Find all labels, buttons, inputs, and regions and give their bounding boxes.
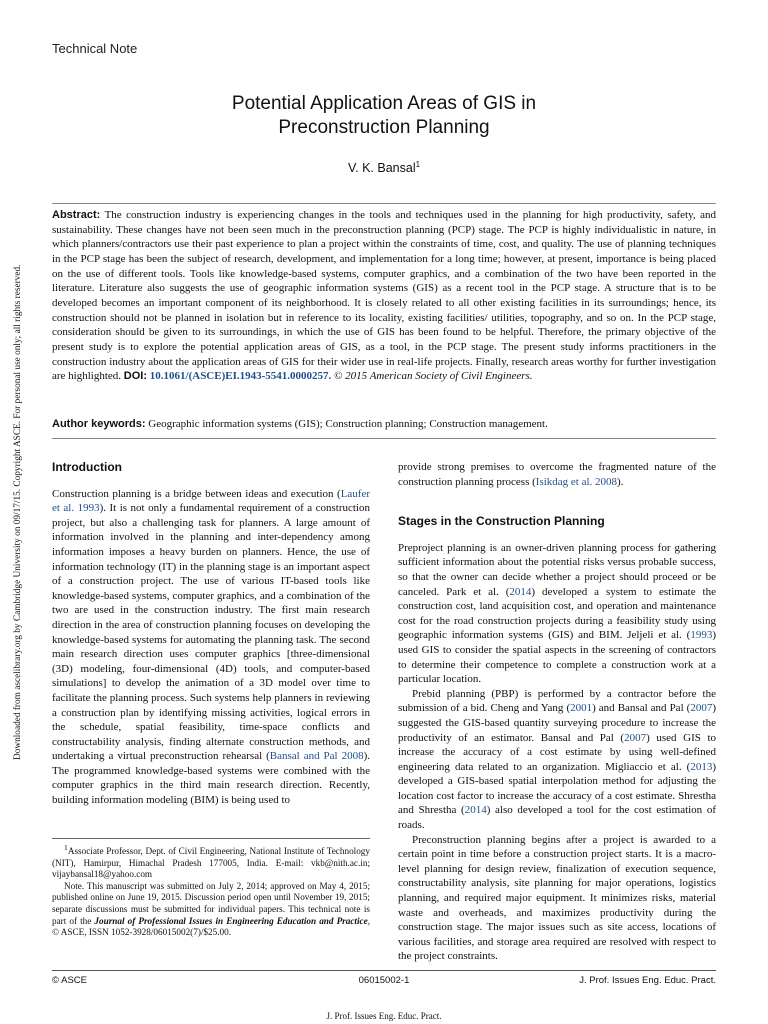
ref-bansal-pal-2007a[interactable]: 2007 — [690, 702, 713, 715]
keywords-label: Author keywords: — [52, 418, 146, 430]
stages-p1-text-a: Preproject planning is an owner-driven planning process for gathering sufficient information about the potential risks versus probable success, so that the owner can decide whether a project should proceed or be canceled. Park et al. ( — [398, 541, 716, 598]
abstract-top-rule — [52, 203, 716, 204]
stages-p2-text-f: ) also developed a tool for the cost estimation of roads. — [398, 804, 716, 832]
intro-text-a: Construction planning is a bridge between ideas and execution ( — [52, 487, 341, 500]
journal-name: Journal of Professional Issues in Engineering Education and Practice — [94, 915, 368, 926]
footer-page-id: 06015002-1 — [358, 975, 410, 986]
download-notice: Downloaded from ascelibrary.org by Cambridge University on 09/17/15. Copyright ASCE. For personal use only; all rights reserved. — [13, 264, 23, 760]
affiliation-footnote — [52, 842, 370, 881]
ref-bansal-pal-2007b[interactable]: 2007 — [624, 731, 647, 744]
introduction-heading: Introduction — [52, 460, 122, 474]
stages-p2-text-e: ) developed a GIS-based spatial interpolation method for adjusting the location cost factor to increase the accuracy of a cost estimate. Shrestha and Shrestha ( — [398, 760, 716, 817]
title-line-1: Potential Application Areas of GIS in — [231, 93, 537, 114]
intro-text-c: ). The programmed knowledge-based systems were combined with the computer graphics in the third main research direction. Recently, building information modeling (BIM) is being used to — [52, 750, 370, 807]
author-keywords — [52, 417, 716, 431]
ref-park-2014[interactable]: 2014 — [509, 585, 532, 598]
author-line — [0, 160, 768, 175]
note-text-a: Note. This manuscript was submitted on July 2, 2014; approved on May 4, 2015; published online on June 19, 2015. Discussion period open until November 19, 2015; separate discussions must be submitted for individual papers. This technical note is part of the — [52, 880, 370, 926]
introduction-paragraph — [52, 487, 370, 808]
article-type-label: Technical Note — [52, 41, 138, 56]
stages-p2-text-c: ) suggested the GIS-based quantity surveying procedure to increase the productivity of an estimator. Bansal and Pal ( — [398, 702, 716, 744]
affiliation-text: Associate Professor, Dept. of Civil Engineering, National Institute of Technology (NIT), Hamirpur, Himachal Pradesh 177005, India. E-mail: vkb@nith.ac.in; vijaybansal18@yahoo.com — [52, 846, 370, 880]
stages-p2-text-a: Prebid planning (PBP) is performed by a contractor before the submission of a bid. Cheng and Yang ( — [398, 687, 716, 715]
footnote-rule — [52, 838, 370, 839]
footnote-mark: 1 — [64, 843, 68, 852]
author-affil-mark: 1 — [415, 160, 421, 169]
left-column — [52, 460, 370, 808]
abstract — [52, 208, 716, 384]
intro-continuation — [398, 460, 716, 489]
note-text-b: , © ASCE, ISSN 1052-3928/06015002(7)/$25.00. — [52, 915, 370, 938]
footer-rule — [52, 970, 716, 971]
abstract-bottom-rule — [52, 438, 716, 439]
keywords-text: Geographic information systems (GIS); Construction planning; Construction management. — [148, 418, 548, 430]
ref-laufer[interactable]: Laufer et al. 1993 — [52, 487, 370, 515]
doi-label: DOI: — [123, 370, 148, 383]
stages-paragraph-1 — [398, 541, 716, 687]
stages-p1-text-b: ) developed a system to estimate the construction cost, land acquisition cost, and operation and maintenance cost for the road construction projects during a feasibility study using geographic information systems (GIS) and BIM. Jeljeli et al. ( — [398, 585, 716, 642]
continuation-text-b: ). — [617, 475, 624, 488]
footnotes — [52, 842, 370, 939]
stages-heading: Stages in the Construction Planning — [398, 514, 605, 529]
stages-p2-text-b: ) and Bansal and Pal ( — [592, 702, 691, 715]
footer-copyright: © ASCE — [52, 975, 87, 986]
ref-isikdag[interactable]: Isikdag et al. 2008 — [535, 475, 618, 488]
right-column — [398, 460, 716, 964]
continuation-text-a: provide strong premises to overcome the fragmented nature of the construction planning process ( — [398, 461, 716, 488]
stages-paragraph-2 — [398, 687, 716, 833]
copyright-line: © 2015 American Society of Civil Engineers. — [334, 370, 533, 383]
intro-text-b: ). It is not only a fundamental requirement of a construction project, but also a challenging task for planners. A large amount of information involved in the planning and inter-dependency among information imposes a heavy burden on planners. Hence, the use of information technology (IT) in the planning stage is an important aspect of a construction project. The use of various IT-based tools like knowledge-based systems, computer graphics, and a combination of the two are used in the construction industry. The first main research direction in the area of construction planning focuses on developing the knowledge-based systems for automating the planning task. The second main research direction uses computer graphics [three-dimensional (3D) modeling, four-dimensional (4D) tools, and computer-based simulations] to develop the animation of a 3D model over time to facilitate the planning process. Such systems help planners in reviewing a construction plan by identifying missing activities, logical errors in the schedule, spatial feasibility, time-space conflicts and constructability analysis, finding alternate construction methods, and undertaking a virtual preconstruction rehearsal ( — [52, 502, 370, 763]
author-name: V. K. Bansal — [347, 161, 416, 176]
footer-journal: J. Prof. Issues Eng. Educ. Pract. — [579, 975, 716, 986]
abstract-text: The construction industry is experiencing changes in the tools and techniques used in the planning for high productivity, safety, and sustainability. These changes have not been seen much in the preconstruction planning (PCP) stage. The PCP is highly individualistic in nature, in which planners/contractors use their past experience to plan a project within the constraints of time, cost, and quality. The use of planning techniques in the PCP stage has been the subject of research, development, and implementation for a long time; however, at present, importance is being placed on the use of different tools. Tools like knowledge-based systems, computer graphics, and a combination of the two have been reported in the literature. Literature also suggests the use of geographic information systems (GIS) as a recent tool in the PCP stage. A structure that is to be developed becomes an important component of its neighborhood. It is closely related to all other existing facilities in its surroundings; hence, its construction should not be planned in isolation but in reference to its locality, existing facilities/ utilities, topography, and so on. In the PCP stage, consideration should be given to its surroundings, in which the use of GIS has been found to be helpful. Therefore, the primary objective of the present study is to explore the potential application areas of GIS, as a tool, in the PCP stage. The present study informs practitioners in the construction industry about the application areas of GIS for their wider use in real-life projects. Finally, research areas worthy for further investigation are highlighted. — [52, 209, 716, 383]
manuscript-note — [52, 881, 370, 939]
stages-p1-text-c: ) used GIS to consider the spatial aspects in the screening of contractors to determine their competence to complete a construction work at a particular location. — [398, 629, 716, 686]
bottom-journal-line: J. Prof. Issues Eng. Educ. Pract. — [326, 1011, 442, 1021]
title-line-2: Preconstruction Planning — [278, 117, 490, 138]
stages-p2-text-d: ) used GIS to increase the accuracy of a cost estimate by using well-defined engineering data related to an organization. Migliaccio et al. ( — [398, 731, 717, 773]
ref-bansal-pal-2008[interactable]: Bansal and Pal 2008 — [269, 750, 364, 763]
stages-paragraph-3: Preconstruction planning begins after a project is awarded to a certain point in time before a construction project starts. It is a macro-level planning for design review, finalization of execution sequence, constructability analysis, site planning for major operations, logistics planning, and required major equipment. It minimizes risks, material waste and overheads, and maximizes productivity during the construction stage. The major issues such as site access, locations of various facilities, and storage area required are resolved with respect to the project constraints. — [398, 833, 716, 963]
abstract-label: Abstract: — [52, 209, 101, 221]
article-title — [0, 92, 768, 140]
ref-jeljeli-1993[interactable]: 1993 — [690, 629, 713, 642]
ref-shrestha-2014[interactable]: 2014 — [464, 804, 487, 817]
ref-migliaccio-2013[interactable]: 2013 — [690, 760, 713, 773]
doi-link[interactable]: 10.1061/(ASCE)EI.1943-5541.0000257. — [149, 370, 332, 383]
ref-cheng-yang-2001[interactable]: 2001 — [570, 702, 593, 715]
